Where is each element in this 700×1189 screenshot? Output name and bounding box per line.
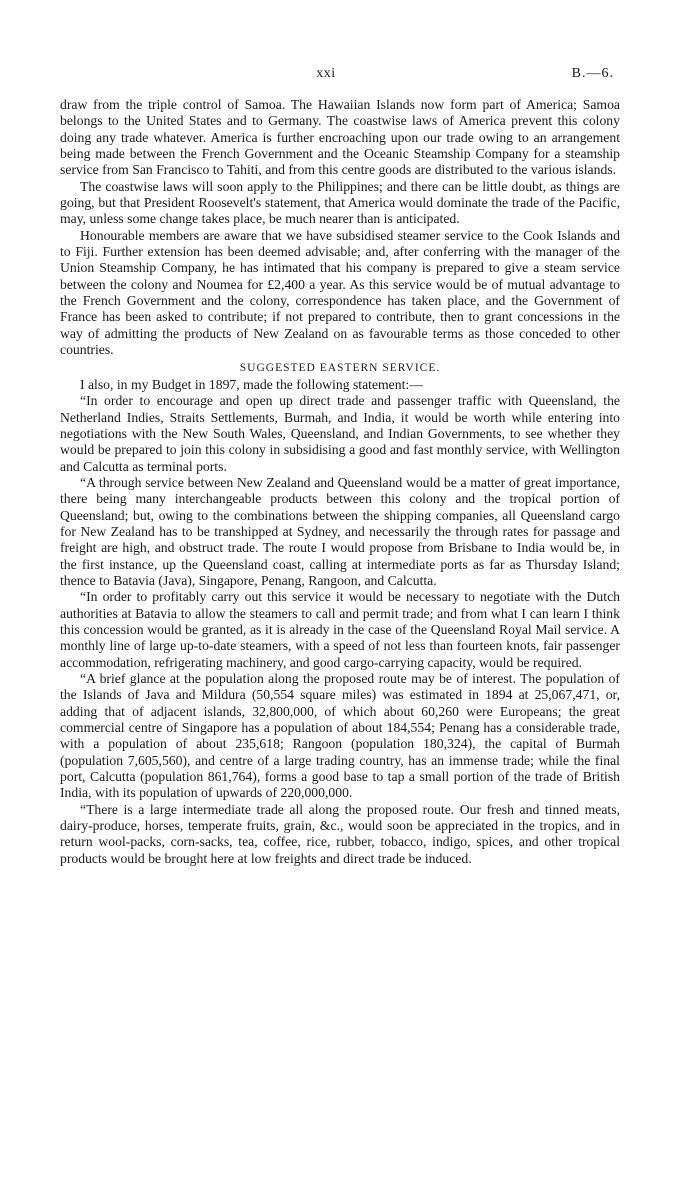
paragraph-samoa: draw from the triple control of Samoa. The Hawaiian Islands now form part of America; Samoa belongs to the United States and to Germany. The coastwise laws of America prevent this colony doing any trade whatever. America is further encroaching upon our trade owing to an arrangement being made between the French Government and the Oceanic Steamship Company for a steamship service from San Francisco to Tahiti, and from this centre goods are distributed to the various islands. <box>60 97 620 178</box>
paragraph-population: “A brief glance at the population along the proposed route may be of interest. The population of the Islands of Java and Mildura (50,554 square miles) was estimated in 1894 at 25,067,471, or, adding that of adjacent islands, 32,800,000, of which about 60,260 were Europeans; the great commercial centre of Singapore has a population of about 184,554; Penang has a considerable trade, with a population of about 235,618; Rangoon (population 180,324), the capital of Burmah (population 7,605,560), and centre of a large trading country, has an immense trade; while the final port, Calcutta (population 861,764), forms a good base to tap a small portion of the trade of British India, with its population of upwards of 220,000,000. <box>60 671 620 801</box>
paragraph-steamer-service: Honourable members are aware that we have subsidised steamer service to the Cook Islands and to Fiji. Further extension has been deemed advisable; and, after conferring with the manager of the Union Steamship Company, he has intimated that his company is prepared to give a steam service between the colony and Noumea for £2,400 a year. As this service would be of mutual advantage to the French Government and the colony, correspondence has taken place, and the Government of France has been asked to contribute; if not prepared to contribute, then to grant concessions in the way of admitting the products of New Zealand on as favourable terms as those conceded to other countries. <box>60 227 620 358</box>
paragraph-budget-statement: I also, in my Budget in 1897, made the following statement:— <box>80 376 423 392</box>
page-number: xxi <box>316 66 336 81</box>
paragraph-dutch-authorities: “In order to profitably carry out this service it would be necessary to negotiate with the Dutch authorities at Batavia to allow the steamers to call and permit trade; and from what I can learn I think this concession would be granted, as it is already in the case of the Queensland Royal Mail service. A monthly line of large up-to-date steamers, with a speed of not less than fourteen knots, fair passenger accommodation, refrigerating machinery, and good cargo-carrying capacity, would be required. <box>60 589 620 670</box>
paragraph-coastwise-laws: The coastwise laws will soon apply to the Philippines; and there can be little doubt, as things are going, but that President Roosevelt's statement, that America would dominate the trade of the Pacific, may, unless some change takes place, be much nearer than is anticipated. <box>60 178 620 227</box>
paragraph-direct-trade: “In order to encourage and open up direct trade and passenger traffic with Queensland, the Netherland Indies, Straits Settlements, Burmah, and India, it would be worth while entering into negotiations with the New South Wales, Queensland, and Indian Governments, to see whether they would be prepared to join this colony in subsidising a good and fast monthly service, with Wellington and Calcutta as terminal ports. <box>60 393 620 474</box>
paragraph-intermediate-trade: “There is a large intermediate trade all along the proposed route. Our fresh and tinned meats, dairy-produce, horses, temperate fruits, grain, &c., would soon be appreciated in the tropics, and in return wool-packs, corn-sacks, tea, coffee, rice, rubber, tobacco, indigo, spices, and other tropical products would be brought here at low freights and direct trade be induced. <box>60 801 620 866</box>
page-header <box>0 66 700 86</box>
section-heading: SUGGESTED EASTERN SERVICE. <box>239 361 441 374</box>
body-text <box>60 97 620 867</box>
paragraph-through-service: “A through service between New Zealand and Queensland would be a matter of great importance, there being many interchangeable products between this colony and the tropical portion of Queensland; but, owing to the combinations between the shipping companies, all Queensland cargo for New Zealand has to be transhipped at Sydney, and necessarily the through rates for passage and freight are high, and obstruct trade. The route I would propose from Brisbane to India would be, in the first instance, up the Queensland coast, calling at intermediate ports as far as Thursday Island; thence to Batavia (Java), Singapore, Penang, Rangoon, and Calcutta. <box>60 474 620 588</box>
document-reference: B.—6. <box>571 66 614 81</box>
